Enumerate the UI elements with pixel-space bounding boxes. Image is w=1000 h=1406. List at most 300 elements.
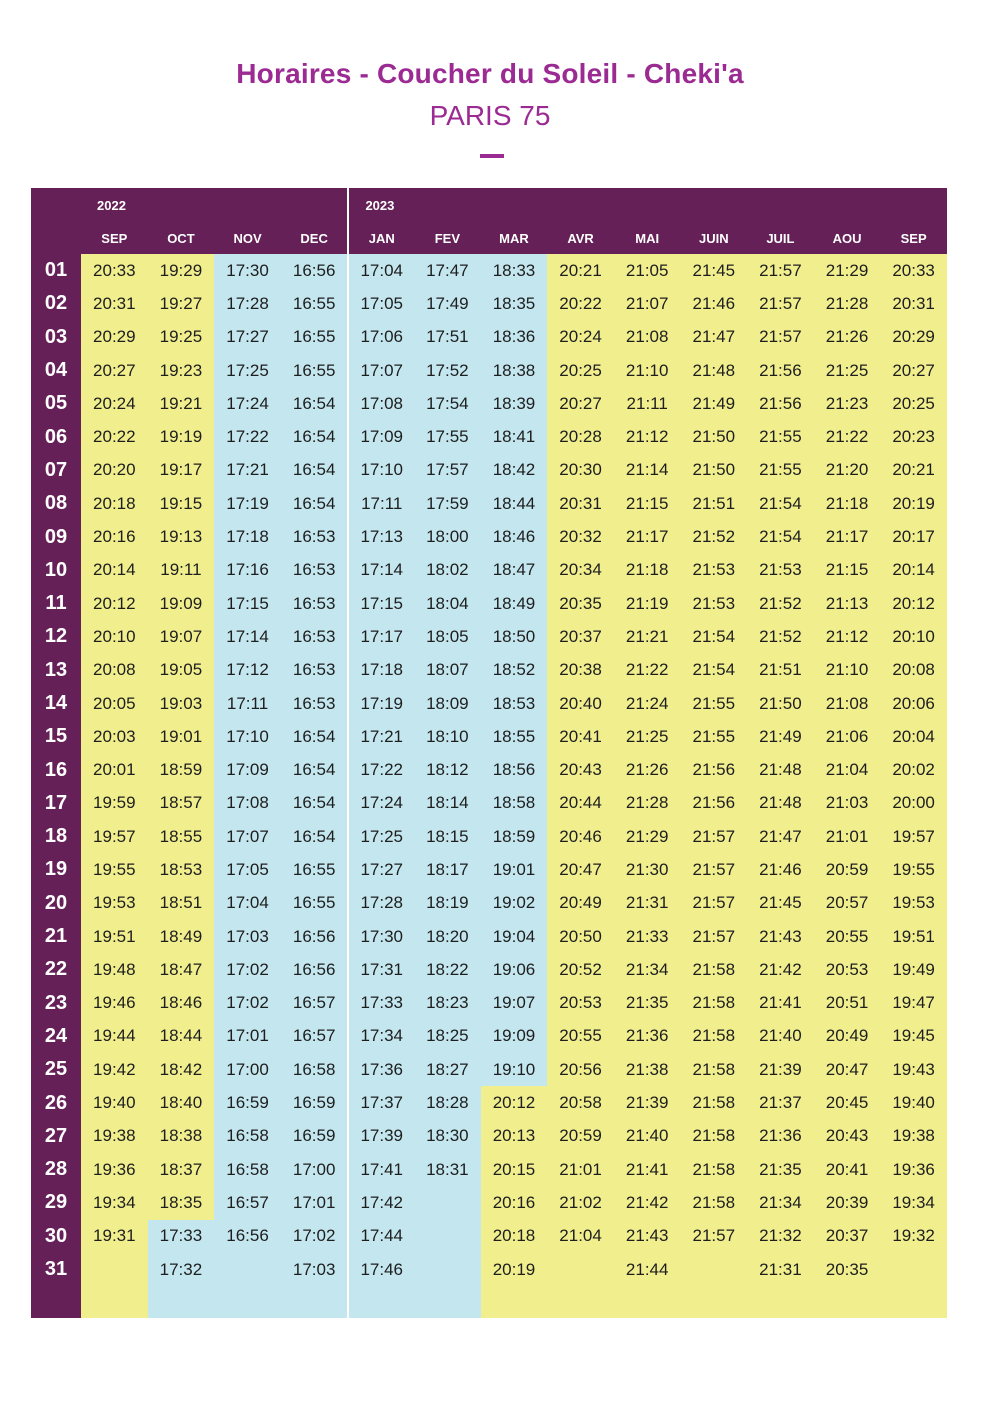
sunset-time-cell: 20:16 bbox=[81, 520, 148, 553]
sunset-time-cell: 21:13 bbox=[814, 587, 881, 620]
sunset-time-cell: 20:45 bbox=[814, 1086, 881, 1119]
sunset-time-cell: 19:07 bbox=[148, 620, 215, 653]
sunset-time-cell: 16:53 bbox=[281, 687, 348, 720]
sunset-time-cell: 19:05 bbox=[148, 654, 215, 687]
sunset-time-cell bbox=[214, 1253, 281, 1286]
month-header bbox=[680, 188, 747, 254]
sunset-time-cell: 21:43 bbox=[747, 920, 814, 953]
sunset-time-cell: 17:10 bbox=[347, 454, 414, 487]
sunset-time-cell: 20:28 bbox=[547, 420, 614, 453]
sunset-time-cell: 19:53 bbox=[880, 887, 947, 920]
sunset-time-cell: 18:20 bbox=[414, 920, 481, 953]
sunset-time-cell: 21:55 bbox=[747, 420, 814, 453]
sunset-time-cell: 19:13 bbox=[148, 520, 215, 553]
sunset-time-cell: 21:15 bbox=[614, 487, 681, 520]
sunset-time-cell: 21:54 bbox=[747, 520, 814, 553]
sunset-time-cell: 18:02 bbox=[414, 554, 481, 587]
sunset-time-cell: 18:59 bbox=[481, 820, 548, 853]
sunset-time-cell: 21:45 bbox=[747, 887, 814, 920]
sunset-time-cell: 16:54 bbox=[281, 753, 348, 786]
sunset-time-cell: 20:10 bbox=[81, 620, 148, 653]
sunset-time-cell: 20:58 bbox=[547, 1086, 614, 1119]
sunset-time-cell: 18:57 bbox=[148, 787, 215, 820]
sunset-time-cell: 17:04 bbox=[347, 254, 414, 287]
sunset-time-cell: 21:01 bbox=[814, 820, 881, 853]
day-number: 04 bbox=[31, 354, 81, 387]
sunset-time-cell: 17:17 bbox=[347, 620, 414, 653]
sunset-time-cell: 21:06 bbox=[814, 720, 881, 753]
sunset-time-cell: 21:17 bbox=[814, 520, 881, 553]
sunset-time-cell: 18:55 bbox=[148, 820, 215, 853]
sunset-time-cell bbox=[880, 1253, 947, 1286]
sunset-time-cell: 17:44 bbox=[347, 1220, 414, 1253]
sunset-time-cell: 18:46 bbox=[148, 987, 215, 1020]
table-footer-spacer bbox=[31, 1286, 81, 1318]
sunset-time-cell: 16:55 bbox=[281, 354, 348, 387]
sunset-time-cell: 21:36 bbox=[614, 1020, 681, 1053]
month-header bbox=[281, 188, 348, 254]
month-label: SEP bbox=[101, 231, 128, 246]
sunset-time-cell: 19:19 bbox=[148, 420, 215, 453]
sunset-time-cell: 18:23 bbox=[414, 987, 481, 1020]
day-number: 17 bbox=[31, 787, 81, 820]
month-label: AVR bbox=[567, 231, 594, 246]
sunset-time-cell: 21:23 bbox=[814, 387, 881, 420]
sunset-time-cell: 19:44 bbox=[81, 1020, 148, 1053]
sunset-time-cell: 19:43 bbox=[880, 1053, 947, 1086]
sunset-time-cell: 17:49 bbox=[414, 287, 481, 320]
sunset-time-cell: 20:59 bbox=[547, 1120, 614, 1153]
sunset-time-cell: 17:21 bbox=[347, 720, 414, 753]
table-footer-cell bbox=[880, 1286, 947, 1318]
sunset-time-cell: 21:44 bbox=[614, 1253, 681, 1286]
sunset-time-cell: 19:32 bbox=[880, 1220, 947, 1253]
sunset-time-cell: 20:50 bbox=[547, 920, 614, 953]
sunset-time-cell: 20:14 bbox=[81, 554, 148, 587]
month-label: SEP bbox=[900, 231, 927, 246]
sunset-time-cell: 21:29 bbox=[614, 820, 681, 853]
sunset-time-cell: 21:18 bbox=[614, 554, 681, 587]
sunset-time-cell: 20:37 bbox=[547, 620, 614, 653]
sunset-time-cell: 20:02 bbox=[880, 753, 947, 786]
sunset-time-cell: 20:27 bbox=[880, 354, 947, 387]
sunset-time-cell: 17:07 bbox=[214, 820, 281, 853]
sunset-time-cell: 18:42 bbox=[481, 454, 548, 487]
sunset-time-cell: 20:29 bbox=[880, 321, 947, 354]
sunset-time-cell: 18:53 bbox=[481, 687, 548, 720]
sunset-time-cell: 17:18 bbox=[214, 520, 281, 553]
sunset-time-cell: 20:06 bbox=[880, 687, 947, 720]
sunset-time-cell: 17:02 bbox=[214, 987, 281, 1020]
sunset-time-cell: 17:07 bbox=[347, 354, 414, 387]
sunset-time-cell: 20:19 bbox=[880, 487, 947, 520]
day-number: 13 bbox=[31, 654, 81, 687]
sunset-time-cell: 21:57 bbox=[680, 887, 747, 920]
sunset-time-cell: 19:34 bbox=[81, 1186, 148, 1219]
sunset-time-cell: 21:24 bbox=[614, 687, 681, 720]
sunset-time-cell: 21:52 bbox=[680, 520, 747, 553]
sunset-time-cell: 19:31 bbox=[81, 1220, 148, 1253]
sunset-time-cell: 21:57 bbox=[680, 1220, 747, 1253]
sunset-time-cell: 21:32 bbox=[747, 1220, 814, 1253]
month-header bbox=[880, 188, 947, 254]
sunset-time-cell: 20:01 bbox=[81, 753, 148, 786]
sunset-time-cell: 18:42 bbox=[148, 1053, 215, 1086]
sunset-time-cell: 21:31 bbox=[614, 887, 681, 920]
sunset-time-cell: 16:54 bbox=[281, 720, 348, 753]
sunset-time-cell: 19:55 bbox=[880, 853, 947, 886]
sunset-time-cell: 19:02 bbox=[481, 887, 548, 920]
day-number: 07 bbox=[31, 454, 81, 487]
table-footer-cell bbox=[680, 1286, 747, 1318]
month-header bbox=[148, 188, 215, 254]
sunset-time-cell: 19:23 bbox=[148, 354, 215, 387]
sunset-time-cell: 21:28 bbox=[814, 287, 881, 320]
sunset-time-cell: 19:51 bbox=[880, 920, 947, 953]
sunset-time-cell: 16:53 bbox=[281, 654, 348, 687]
sunset-time-cell: 21:58 bbox=[680, 1053, 747, 1086]
sunset-time-cell: 18:40 bbox=[148, 1086, 215, 1119]
sunset-time-cell: 19:46 bbox=[81, 987, 148, 1020]
year-label: 2023 bbox=[365, 198, 395, 213]
sunset-time-cell: 21:11 bbox=[614, 387, 681, 420]
sunset-time-cell: 19:34 bbox=[880, 1186, 947, 1219]
sunset-time-cell: 21:25 bbox=[814, 354, 881, 387]
sunset-time-cell: 20:53 bbox=[814, 953, 881, 986]
sunset-time-cell: 16:58 bbox=[214, 1153, 281, 1186]
sunset-time-cell: 21:58 bbox=[680, 1086, 747, 1119]
day-number: 03 bbox=[31, 321, 81, 354]
sunset-time-cell: 21:08 bbox=[814, 687, 881, 720]
sunset-time-cell: 21:04 bbox=[547, 1220, 614, 1253]
sunset-time-cell: 21:57 bbox=[747, 321, 814, 354]
sunset-time-cell: 21:22 bbox=[814, 420, 881, 453]
sunset-time-cell: 21:10 bbox=[814, 654, 881, 687]
sunset-time-cell: 18:10 bbox=[414, 720, 481, 753]
sunset-time-cell: 21:58 bbox=[680, 987, 747, 1020]
sunset-time-cell: 16:58 bbox=[214, 1120, 281, 1153]
day-number: 23 bbox=[31, 987, 81, 1020]
sunset-time-cell: 20:39 bbox=[814, 1186, 881, 1219]
sunset-time-cell: 19:40 bbox=[81, 1086, 148, 1119]
day-number: 29 bbox=[31, 1186, 81, 1219]
sunset-time-cell: 20:08 bbox=[81, 654, 148, 687]
sunset-time-cell: 21:34 bbox=[614, 953, 681, 986]
sunset-time-cell: 18:19 bbox=[414, 887, 481, 920]
sunset-time-cell: 20:22 bbox=[547, 287, 614, 320]
day-number: 05 bbox=[31, 387, 81, 420]
page-title: Horaires - Coucher du Soleil - Cheki'a bbox=[236, 58, 744, 89]
sunset-time-cell: 16:55 bbox=[281, 887, 348, 920]
sunset-time-cell: 21:26 bbox=[814, 321, 881, 354]
sunset-time-cell: 17:33 bbox=[347, 987, 414, 1020]
sunset-time-cell: 18:41 bbox=[481, 420, 548, 453]
sunset-time-cell: 18:55 bbox=[481, 720, 548, 753]
sunset-time-cell: 17:05 bbox=[347, 287, 414, 320]
sunset-time-cell: 18:49 bbox=[148, 920, 215, 953]
sunset-time-cell: 18:38 bbox=[481, 354, 548, 387]
sunset-time-cell: 19:38 bbox=[880, 1120, 947, 1153]
sunset-time-cell: 17:31 bbox=[347, 953, 414, 986]
sunset-time-cell: 20:44 bbox=[547, 787, 614, 820]
sunset-time-cell: 21:58 bbox=[680, 1153, 747, 1186]
month-label: JUIN bbox=[698, 231, 729, 246]
sunset-time-cell: 21:20 bbox=[814, 454, 881, 487]
sunset-time-cell: 20:37 bbox=[814, 1220, 881, 1253]
month-label: AOU bbox=[832, 231, 862, 246]
sunset-time-cell: 20:55 bbox=[547, 1020, 614, 1053]
sunset-time-cell: 16:54 bbox=[281, 454, 348, 487]
day-number: 19 bbox=[31, 853, 81, 886]
sunset-time-cell: 21:48 bbox=[747, 753, 814, 786]
month-header bbox=[347, 188, 414, 254]
sunset-time-cell bbox=[680, 1253, 747, 1286]
sunset-time-cell: 17:16 bbox=[214, 554, 281, 587]
sunset-time-cell: 16:55 bbox=[281, 853, 348, 886]
sunset-time-cell: 21:07 bbox=[614, 287, 681, 320]
sunset-time-cell: 21:42 bbox=[614, 1186, 681, 1219]
sunset-time-cell: 18:50 bbox=[481, 620, 548, 653]
sunset-time-cell: 19:17 bbox=[148, 454, 215, 487]
sunset-time-cell: 17:27 bbox=[214, 321, 281, 354]
table-footer-cell bbox=[81, 1286, 148, 1318]
sunset-time-cell: 19:36 bbox=[880, 1153, 947, 1186]
sunset-time-cell: 20:04 bbox=[880, 720, 947, 753]
page-subtitle: PARIS 75 bbox=[429, 100, 551, 131]
sunset-time-cell: 18:15 bbox=[414, 820, 481, 853]
sunset-time-cell: 20:21 bbox=[547, 254, 614, 287]
sunset-time-cell: 16:57 bbox=[281, 1020, 348, 1053]
sunset-time-cell: 18:35 bbox=[148, 1186, 215, 1219]
sunset-time-cell: 17:11 bbox=[347, 487, 414, 520]
day-number: 01 bbox=[31, 254, 81, 287]
sunset-time-cell: 19:38 bbox=[81, 1120, 148, 1153]
day-number: 12 bbox=[31, 620, 81, 653]
sunset-time-cell: 21:34 bbox=[747, 1186, 814, 1219]
sunset-time-cell: 17:08 bbox=[214, 787, 281, 820]
sunset-time-cell: 19:01 bbox=[481, 853, 548, 886]
sunset-time-cell: 17:12 bbox=[214, 654, 281, 687]
sunset-time-cell: 21:18 bbox=[814, 487, 881, 520]
sunset-time-cell: 21:10 bbox=[614, 354, 681, 387]
sunset-time-cell: 19:09 bbox=[148, 587, 215, 620]
sunset-time-cell: 20:46 bbox=[547, 820, 614, 853]
sunset-time-cell: 20:29 bbox=[81, 321, 148, 354]
day-number: 16 bbox=[31, 753, 81, 786]
day-number: 28 bbox=[31, 1153, 81, 1186]
sunset-time-cell: 20:31 bbox=[81, 287, 148, 320]
table-header-corner bbox=[31, 188, 81, 254]
sunset-time-cell: 21:53 bbox=[680, 587, 747, 620]
sunset-time-cell: 21:35 bbox=[614, 987, 681, 1020]
sunset-time-cell: 20:40 bbox=[547, 687, 614, 720]
sunset-time-cell: 21:03 bbox=[814, 787, 881, 820]
day-number: 27 bbox=[31, 1120, 81, 1153]
sunset-time-cell: 21:56 bbox=[680, 753, 747, 786]
sunset-time-cell: 18:51 bbox=[148, 887, 215, 920]
sunset-time-cell: 21:52 bbox=[747, 620, 814, 653]
sunset-time-cell: 18:14 bbox=[414, 787, 481, 820]
sunset-time-cell: 21:56 bbox=[680, 787, 747, 820]
day-number: 21 bbox=[31, 920, 81, 953]
sunset-time-cell: 18:00 bbox=[414, 520, 481, 553]
sunset-time-cell: 16:59 bbox=[214, 1086, 281, 1119]
sunset-time-cell: 16:53 bbox=[281, 620, 348, 653]
sunset-time-cell: 20:41 bbox=[814, 1153, 881, 1186]
day-number: 20 bbox=[31, 887, 81, 920]
sunset-time-cell: 20:24 bbox=[547, 321, 614, 354]
sunset-time-cell: 18:22 bbox=[414, 953, 481, 986]
sunset-time-cell: 21:33 bbox=[614, 920, 681, 953]
sunset-time-cell: 21:55 bbox=[747, 454, 814, 487]
sunset-time-cell: 17:33 bbox=[148, 1220, 215, 1253]
sunset-time-cell: 19:55 bbox=[81, 853, 148, 886]
sunset-time-cell: 21:01 bbox=[547, 1153, 614, 1186]
sunset-time-cell: 17:09 bbox=[347, 420, 414, 453]
sunset-time-cell: 16:54 bbox=[281, 487, 348, 520]
month-header bbox=[614, 188, 681, 254]
sunset-time-cell: 17:00 bbox=[214, 1053, 281, 1086]
sunset-time-cell bbox=[414, 1186, 481, 1219]
sunset-time-cell: 20:22 bbox=[81, 420, 148, 453]
sunset-time-cell: 20:41 bbox=[547, 720, 614, 753]
sunset-time-cell: 16:53 bbox=[281, 520, 348, 553]
sunset-time-cell: 17:25 bbox=[214, 354, 281, 387]
sunset-time-cell: 20:15 bbox=[481, 1153, 548, 1186]
month-label: DEC bbox=[300, 231, 328, 246]
sunset-time-cell: 20:38 bbox=[547, 654, 614, 687]
sunset-time-cell: 16:54 bbox=[281, 420, 348, 453]
sunset-time-cell: 17:03 bbox=[214, 920, 281, 953]
sunset-time-cell: 20:25 bbox=[880, 387, 947, 420]
sunset-time-cell: 16:53 bbox=[281, 554, 348, 587]
sunset-time-cell: 21:51 bbox=[747, 654, 814, 687]
sunset-time-cell: 18:47 bbox=[481, 554, 548, 587]
sunset-time-cell: 21:53 bbox=[747, 554, 814, 587]
month-header bbox=[81, 188, 148, 254]
sunset-time-cell: 17:10 bbox=[214, 720, 281, 753]
day-number: 24 bbox=[31, 1020, 81, 1053]
sunset-time-cell: 17:27 bbox=[347, 853, 414, 886]
sunset-time-cell: 21:58 bbox=[680, 1186, 747, 1219]
sunset-time-cell: 21:53 bbox=[680, 554, 747, 587]
sunset-time-cell: 21:40 bbox=[614, 1120, 681, 1153]
sunset-time-cell: 21:42 bbox=[747, 953, 814, 986]
sunset-time-cell: 21:02 bbox=[547, 1186, 614, 1219]
sunset-time-cell: 19:57 bbox=[81, 820, 148, 853]
sunset-time-cell: 20:31 bbox=[880, 287, 947, 320]
sunset-time-cell: 16:54 bbox=[281, 787, 348, 820]
day-number: 18 bbox=[31, 820, 81, 853]
sunset-time-cell: 20:30 bbox=[547, 454, 614, 487]
sunset-time-cell: 21:56 bbox=[747, 387, 814, 420]
sunset-time-cell: 21:52 bbox=[747, 587, 814, 620]
sunset-time-cell: 17:32 bbox=[148, 1253, 215, 1286]
sunset-time-cell: 17:14 bbox=[214, 620, 281, 653]
table-footer-cell bbox=[747, 1286, 814, 1318]
sunset-time-cell: 18:59 bbox=[148, 753, 215, 786]
sunset-time-cell: 18:12 bbox=[414, 753, 481, 786]
sunset-time-cell: 21:19 bbox=[614, 587, 681, 620]
sunset-time-cell: 20:55 bbox=[814, 920, 881, 953]
sunset-time-cell: 19:25 bbox=[148, 321, 215, 354]
sunset-time-cell: 17:14 bbox=[347, 554, 414, 587]
sunset-time-cell: 18:37 bbox=[148, 1153, 215, 1186]
sunset-time-cell: 20:43 bbox=[547, 753, 614, 786]
sunset-time-cell: 21:39 bbox=[614, 1086, 681, 1119]
sunset-time-cell: 17:22 bbox=[347, 753, 414, 786]
sunset-time-cell: 16:55 bbox=[281, 321, 348, 354]
month-label: OCT bbox=[167, 231, 195, 246]
sunset-time-cell: 18:49 bbox=[481, 587, 548, 620]
sunset-time-cell: 21:57 bbox=[680, 853, 747, 886]
sunset-time-cell: 19:48 bbox=[81, 953, 148, 986]
sunset-time-cell: 18:33 bbox=[481, 254, 548, 287]
sunset-time-cell: 20:35 bbox=[547, 587, 614, 620]
sunset-time-cell: 17:04 bbox=[214, 887, 281, 920]
sunset-time-cell: 19:27 bbox=[148, 287, 215, 320]
sunset-time-cell: 21:47 bbox=[680, 321, 747, 354]
sunset-time-cell: 17:55 bbox=[414, 420, 481, 453]
sunset-time-cell: 16:53 bbox=[281, 587, 348, 620]
sunset-time-cell: 20:20 bbox=[81, 454, 148, 487]
sunset-time-cell: 18:07 bbox=[414, 654, 481, 687]
sunset-time-cell: 16:54 bbox=[281, 820, 348, 853]
sunset-time-cell: 20:33 bbox=[81, 254, 148, 287]
day-number: 14 bbox=[31, 687, 81, 720]
sunset-time-cell: 21:50 bbox=[747, 687, 814, 720]
sunset-time-cell: 16:59 bbox=[281, 1086, 348, 1119]
sunset-time-cell: 16:57 bbox=[281, 987, 348, 1020]
day-number: 11 bbox=[31, 587, 81, 620]
sunset-time-cell: 20:53 bbox=[547, 987, 614, 1020]
sunset-time-cell: 19:29 bbox=[148, 254, 215, 287]
sunset-time-cell: 19:11 bbox=[148, 554, 215, 587]
sunset-time-cell: 16:56 bbox=[281, 920, 348, 953]
sunset-time-cell: 17:46 bbox=[347, 1253, 414, 1286]
table-footer-cell bbox=[614, 1286, 681, 1318]
sunset-time-cell: 20:31 bbox=[547, 487, 614, 520]
sunset-time-cell: 17:39 bbox=[347, 1120, 414, 1153]
sunset-time-cell: 21:38 bbox=[614, 1053, 681, 1086]
sunset-time-cell: 16:56 bbox=[281, 953, 348, 986]
sunset-time-cell: 19:42 bbox=[81, 1053, 148, 1086]
month-header bbox=[481, 188, 548, 254]
sunset-time-cell: 18:09 bbox=[414, 687, 481, 720]
sunset-time-cell: 20:49 bbox=[814, 1020, 881, 1053]
sunset-time-cell bbox=[81, 1253, 148, 1286]
sunset-time-cell: 17:22 bbox=[214, 420, 281, 453]
sunset-time-cell: 17:09 bbox=[214, 753, 281, 786]
sunset-time-cell: 19:51 bbox=[81, 920, 148, 953]
sunset-time-cell: 20:35 bbox=[814, 1253, 881, 1286]
sunset-time-cell: 20:10 bbox=[880, 620, 947, 653]
sunset-time-cell: 19:36 bbox=[81, 1153, 148, 1186]
sunset-time-cell: 21:50 bbox=[680, 454, 747, 487]
sunset-time-cell: 21:49 bbox=[747, 720, 814, 753]
sunset-time-cell: 21:35 bbox=[747, 1153, 814, 1186]
sunset-time-cell: 20:16 bbox=[481, 1186, 548, 1219]
sunset-time-cell: 19:03 bbox=[148, 687, 215, 720]
sunset-time-cell: 16:55 bbox=[281, 287, 348, 320]
sunset-time-cell: 21:45 bbox=[680, 254, 747, 287]
title-divider bbox=[480, 154, 504, 158]
sunset-time-cell: 19:06 bbox=[481, 953, 548, 986]
sunset-time-cell: 19:15 bbox=[148, 487, 215, 520]
sunset-time-cell: 18:53 bbox=[148, 853, 215, 886]
month-header bbox=[214, 188, 281, 254]
sunset-time-cell: 21:43 bbox=[614, 1220, 681, 1253]
